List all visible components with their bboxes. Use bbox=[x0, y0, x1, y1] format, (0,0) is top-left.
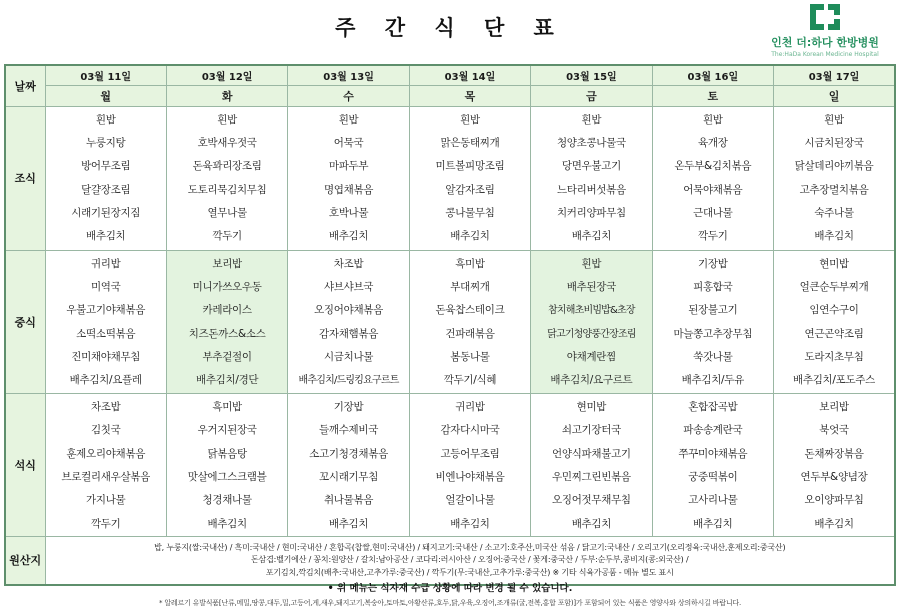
meal-cell bbox=[45, 393, 166, 536]
menu-item: 들깨수제비국 bbox=[319, 424, 379, 437]
menu-item: 배추김치 bbox=[814, 517, 854, 530]
date-cell: 03월 11일 bbox=[45, 65, 166, 85]
menu-item: 닭고기청양풍간장조림 bbox=[547, 328, 636, 340]
meal-cell bbox=[166, 106, 287, 250]
menu-item: 건파래볶음 bbox=[445, 327, 495, 340]
menu-item: 흰밥 bbox=[702, 113, 723, 126]
menu-item: 배추김치 bbox=[450, 517, 490, 530]
menu-item: 귀리밥 bbox=[455, 400, 485, 413]
menu-item: 꼬시래기무침 bbox=[319, 471, 379, 484]
menu-item: 닭살데리야끼볶음 bbox=[794, 160, 874, 173]
weekday-cell: 월 bbox=[45, 85, 166, 106]
origin-info bbox=[45, 537, 895, 585]
hospital-logo bbox=[760, 4, 890, 58]
menu-item: 기장밥 bbox=[333, 400, 364, 413]
meal-cell bbox=[45, 106, 166, 250]
breakfast-header: 조식 bbox=[5, 106, 45, 250]
menu-item: 얼큰순두부찌개 bbox=[799, 280, 869, 293]
weekday-cell: 금 bbox=[531, 85, 652, 106]
menu-item: 고사리나물 bbox=[688, 494, 738, 507]
menu-item: 돈채짜장볶음 bbox=[804, 447, 864, 460]
dinner-row bbox=[5, 393, 895, 536]
date-row bbox=[5, 65, 895, 85]
allergy-note: * 알레르기 유발식품[난류,메밀,땅콩,대두,밀,고등어,게,새우,돼지고기,복숭아,토마토,아황산류,호두,닭,우육,오징어,조개류(굴,전복,홍합 포함)]가 포함되어 있는 식품은 영양사와 상의하시길 바랍니다. bbox=[159, 599, 741, 607]
menu-item: 배추김치 bbox=[571, 517, 612, 530]
menu-item: 임연수구이 bbox=[809, 304, 859, 317]
menu-item: 감자채햄볶음 bbox=[319, 327, 379, 340]
menu-item: 궁중떡볶이 bbox=[688, 471, 738, 484]
menu-item: 된장불고기 bbox=[688, 304, 738, 317]
menu-item: 훈제오리야채볶음 bbox=[66, 447, 146, 460]
weekday-cell: 일 bbox=[774, 85, 895, 106]
menu-item: 야채계란찜 bbox=[566, 351, 616, 364]
menu-item: 호박새우젓국 bbox=[197, 136, 257, 149]
menu-item: 배추김치 bbox=[86, 230, 126, 243]
date-cell: 03월 14일 bbox=[409, 65, 530, 85]
weekday-row bbox=[5, 85, 895, 106]
menu-item: 숙주나물 bbox=[814, 207, 854, 220]
menu-item: 깍두기 bbox=[698, 230, 728, 243]
menu-item: 육개장 bbox=[698, 136, 728, 149]
menu-item: 치커리양파무침 bbox=[556, 207, 626, 220]
menu-item: 차조밥 bbox=[90, 400, 121, 413]
menu-item: 소떡소떡볶음 bbox=[76, 327, 136, 340]
logo-mark-icon bbox=[808, 4, 842, 30]
menu-item: 배추김치/경단 bbox=[195, 374, 259, 387]
menu-item: 당면우불고기 bbox=[561, 160, 621, 173]
menu-item: 보리밥 bbox=[819, 400, 849, 413]
meal-cell bbox=[774, 250, 895, 393]
menu-item: 부대찌개 bbox=[450, 280, 490, 293]
menu-item: 돈육꽈리장조림 bbox=[192, 160, 262, 173]
menu-item: 배추김치/요플레 bbox=[69, 374, 142, 387]
menu-item: 차조밥 bbox=[333, 257, 364, 270]
menu-item: 카레라이스 bbox=[202, 304, 252, 317]
date-cell: 03월 15일 bbox=[531, 65, 652, 85]
menu-item: 우불고기야채볶음 bbox=[66, 304, 146, 317]
weekday-cell: 수 bbox=[288, 85, 409, 106]
menu-item: 시금치나물 bbox=[323, 351, 374, 364]
menu-item: 흑미밥 bbox=[212, 400, 242, 413]
menu-item: 배추김치 bbox=[814, 230, 854, 243]
menu-item: 감자다시마국 bbox=[440, 424, 500, 437]
menu-item: 취나물볶음 bbox=[323, 494, 374, 507]
menu-item: 느타리버섯볶음 bbox=[556, 183, 626, 196]
menu-item: 시래기된장지짐 bbox=[71, 207, 141, 220]
menu-item: 얼갈이나물 bbox=[445, 494, 495, 507]
menu-item: 닭볶음탕 bbox=[207, 447, 247, 460]
menu-item: 도토리묵김치무침 bbox=[187, 183, 267, 196]
origin-line: 돈삼겹:벨기에산 / 꽁치:원양산 / 갈치:남아공산 / 코다리:러시아산 / 오징어:중국산 / 꽃게:중국산 / 두부:순두부,콩비지(콩:외국산) / bbox=[251, 555, 689, 565]
menu-item: 봄동나물 bbox=[450, 351, 490, 364]
menu-item: 시금치된장국 bbox=[804, 136, 864, 149]
menu-item: 배추김치 bbox=[450, 230, 490, 243]
menu-item: 청양초콩나물국 bbox=[556, 136, 626, 149]
menu-item: 소고기청경채볶음 bbox=[309, 447, 388, 460]
meal-cell bbox=[652, 250, 773, 393]
menu-item: 참치해초비빔밥&초장 bbox=[548, 305, 635, 317]
menu-item: 명엽채볶음 bbox=[323, 183, 374, 196]
menu-item: 미니가쓰오우동 bbox=[192, 280, 262, 293]
logo-subtitle: The:HaDa Korean Medicine Hospital bbox=[771, 51, 879, 58]
meal-cell bbox=[288, 250, 409, 393]
date-cell: 03월 17일 bbox=[774, 65, 895, 85]
meal-cell bbox=[288, 106, 409, 250]
menu-item: 브로컬리새우살볶음 bbox=[61, 471, 150, 484]
menu-item: 어묵국 bbox=[333, 136, 364, 149]
menu-item: 배추김치/두유 bbox=[681, 374, 744, 387]
menu-item: 미역국 bbox=[90, 280, 121, 293]
menu-item: 배추김치 bbox=[328, 230, 369, 243]
meal-cell bbox=[288, 393, 409, 536]
menu-item: 방어무조림 bbox=[81, 160, 131, 173]
menu-item: 쇠고기장터국 bbox=[561, 424, 621, 437]
meal-cell bbox=[409, 106, 530, 250]
meal-cell bbox=[531, 106, 652, 250]
menu-item: 보리밥 bbox=[212, 257, 242, 270]
origin-row bbox=[5, 537, 895, 585]
meal-cell bbox=[652, 393, 773, 536]
meal-cell bbox=[774, 393, 895, 536]
menu-item: 청경채나물 bbox=[202, 494, 252, 507]
menu-item: 배추된장국 bbox=[566, 280, 616, 293]
menu-item: 흰밥 bbox=[581, 257, 602, 270]
menu-item: 배추김치/포도주스 bbox=[793, 374, 875, 387]
menu-item: 도라지초무침 bbox=[804, 351, 864, 364]
menu-item: 흰밥 bbox=[217, 113, 237, 126]
menu-item: 깍두기/식혜 bbox=[443, 374, 497, 387]
weekday-cell: 토 bbox=[652, 85, 773, 106]
dinner-header: 석식 bbox=[5, 393, 45, 536]
logo-name: 인천 더:하다 한방병원 bbox=[771, 36, 879, 49]
menu-item: 흰밥 bbox=[338, 113, 359, 126]
date-cell: 03월 13일 bbox=[288, 65, 409, 85]
menu-item: 현미밥 bbox=[576, 400, 607, 413]
menu-item: 열무나물 bbox=[207, 207, 247, 220]
menu-item: 누룽지탕 bbox=[86, 136, 126, 149]
breakfast-row bbox=[5, 106, 895, 250]
menu-item: 파송송계란국 bbox=[683, 424, 743, 437]
menu-item: 배추김치/드링킹요구르트 bbox=[298, 375, 399, 387]
menu-item: 쭈꾸미야채볶음 bbox=[678, 447, 748, 460]
menu-item: 배추김치 bbox=[693, 517, 733, 530]
menu-item: 어묵야채볶음 bbox=[683, 183, 743, 196]
menu-item: 맑은동태찌개 bbox=[440, 136, 500, 149]
weekday-cell: 화 bbox=[166, 85, 287, 106]
menu-item: 돈육찹스테이크 bbox=[435, 304, 505, 317]
menu-item: 알감자조림 bbox=[445, 183, 495, 196]
menu-item: 흰밥 bbox=[95, 113, 116, 126]
meal-cell bbox=[531, 250, 652, 393]
menu-item: 배추김치 bbox=[207, 517, 247, 530]
date-cell: 03월 16일 bbox=[652, 65, 773, 85]
menu-item: 마파두부 bbox=[328, 160, 369, 173]
menu-item: 맛살에그스크램블 bbox=[187, 471, 267, 484]
meal-cell bbox=[531, 393, 652, 536]
menu-item: 진미채야채무침 bbox=[71, 351, 141, 364]
origin-line: 포기김치,깍김치(배추:국내산,고추가루:중국산) / 깍두기(무:국내산,고추가루:중국산) ※ 기타 식육가공품 - 메뉴 별도 표시 bbox=[265, 567, 674, 577]
menu-item: 달걀장조림 bbox=[81, 183, 131, 196]
menu-item: 혼합잡곡밥 bbox=[688, 400, 738, 413]
menu-item: 부추겉절이 bbox=[202, 351, 252, 364]
weekly-menu-table bbox=[4, 64, 896, 586]
menu-item: 근대나물 bbox=[693, 207, 733, 220]
page-title: 주 간 식 단 표 bbox=[335, 16, 565, 40]
menu-item: 치즈돈까스&소스 bbox=[188, 327, 266, 340]
menu-item: 호박나물 bbox=[328, 207, 369, 220]
date-cell: 03월 12일 bbox=[166, 65, 287, 85]
meal-cell bbox=[774, 106, 895, 250]
menu-item: 흰밥 bbox=[460, 113, 480, 126]
date-header: 날짜 bbox=[5, 65, 45, 106]
menu-item: 현미밥 bbox=[819, 257, 849, 270]
menu-item: 흑미밥 bbox=[455, 257, 485, 270]
menu-item: 쑥갓나물 bbox=[693, 351, 733, 364]
menu-item: 깍두기 bbox=[212, 230, 242, 243]
menu-item: 흰밥 bbox=[824, 113, 844, 126]
menu-item: 김칫국 bbox=[90, 424, 121, 437]
weekday-cell: 목 bbox=[409, 85, 530, 106]
menu-item: 연두부&양념장 bbox=[800, 471, 868, 484]
menu-item: 오징어야채볶음 bbox=[314, 304, 383, 317]
menu-item: 마늘쫑고추장무침 bbox=[673, 327, 753, 340]
menu-item: 연근곤약조림 bbox=[804, 327, 864, 340]
menu-item: 온두부&김치볶음 bbox=[674, 160, 752, 173]
menu-item: 기장밥 bbox=[698, 257, 728, 270]
lunch-row bbox=[5, 250, 895, 393]
meal-cell bbox=[409, 250, 530, 393]
menu-item: 피홍합국 bbox=[693, 280, 733, 293]
menu-item: 비엔나야채볶음 bbox=[435, 471, 505, 484]
meal-cell bbox=[166, 393, 287, 536]
menu-item: 샤브샤브국 bbox=[323, 280, 374, 293]
menu-item: 깍두기 bbox=[90, 517, 121, 530]
meal-cell bbox=[652, 106, 773, 250]
menu-item: 오이양파무침 bbox=[804, 494, 864, 507]
menu-item: 흰밥 bbox=[581, 113, 602, 126]
change-notice: • 위 메뉴는 식자재 수급 상황에 따라 변경 될 수 있습니다. bbox=[327, 583, 573, 594]
menu-item: 콩나물무침 bbox=[445, 207, 495, 220]
meal-cell bbox=[166, 250, 287, 393]
menu-item: 미트볼피망조림 bbox=[435, 160, 505, 173]
origin-line: 밥, 누룽지(쌀:국내산) / 흑미:국내산 / 현미:국내산 / 혼합곡(찹쌀,현미:국내산) / 돼지고기:국내산 / 소고기:호주산,미국산 섞음 / 닭고기:국내산 / 오리고기(오리정육:국내산,훈제오리:중국산) bbox=[154, 542, 786, 552]
meal-cell bbox=[409, 393, 530, 536]
menu-item: 배추김치 bbox=[328, 517, 369, 530]
origin-header: 원산지 bbox=[5, 537, 45, 585]
lunch-header: 중식 bbox=[5, 250, 45, 393]
menu-item: 가지나물 bbox=[86, 494, 126, 507]
menu-item: 언양식파채불고기 bbox=[552, 447, 631, 460]
menu-item: 고등어무조림 bbox=[440, 447, 500, 460]
menu-item: 우거지된장국 bbox=[197, 424, 257, 437]
meal-cell bbox=[45, 250, 166, 393]
menu-item: 북엇국 bbox=[819, 424, 849, 437]
menu-item: 배추김치/요구르트 bbox=[550, 374, 633, 387]
menu-item: 귀리밥 bbox=[90, 257, 121, 270]
menu-item: 배추김치 bbox=[571, 230, 612, 243]
menu-item: 오징어젓무채무침 bbox=[552, 494, 631, 507]
menu-item: 우민찌그린빈볶음 bbox=[552, 471, 631, 484]
menu-item: 고추장멸치볶음 bbox=[799, 183, 869, 196]
